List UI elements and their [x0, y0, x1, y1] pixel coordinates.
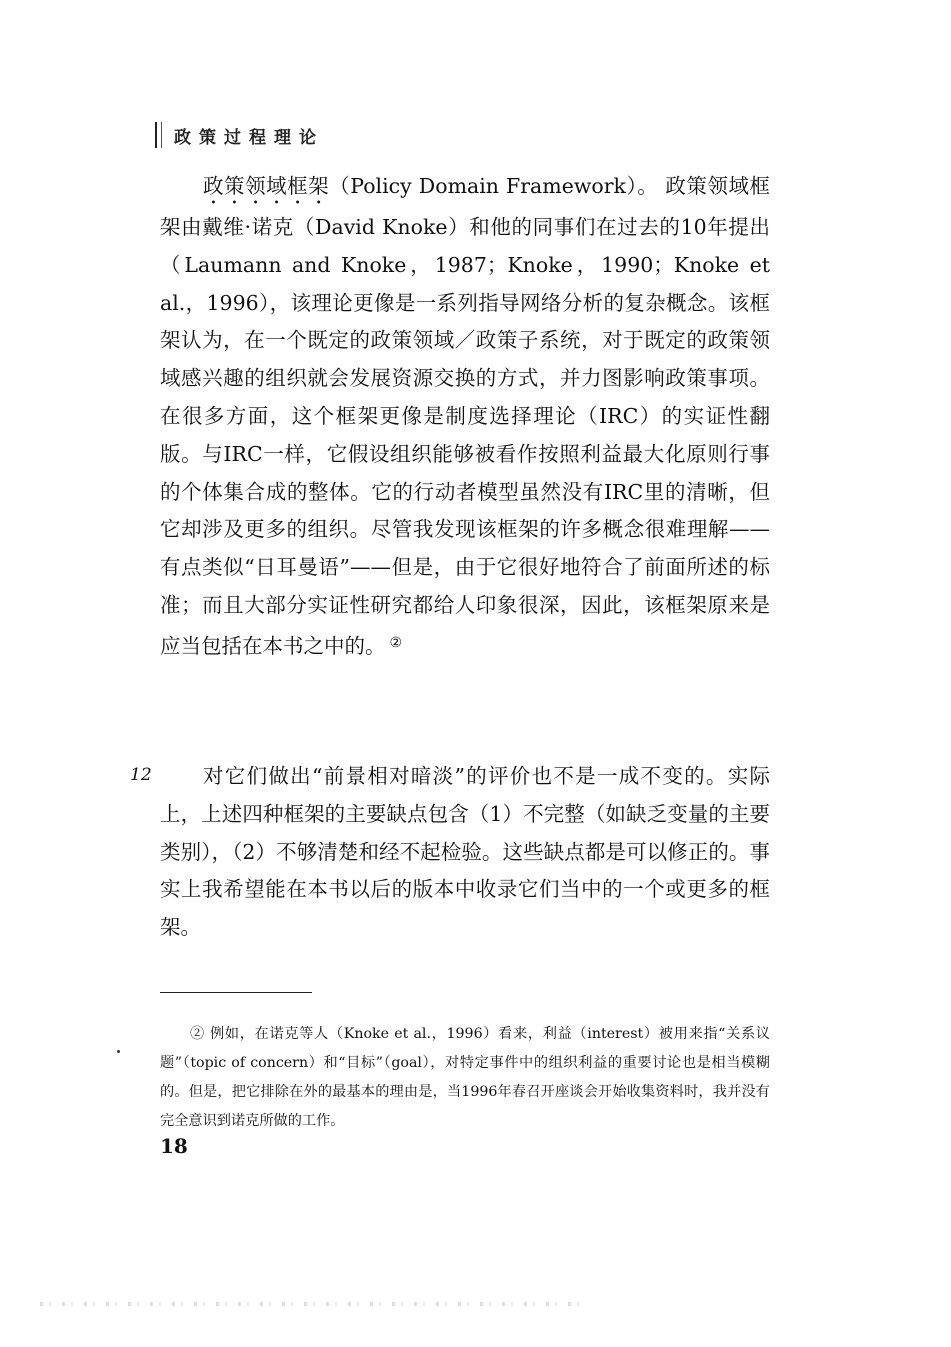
header-ornament — [155, 122, 162, 148]
margin-page-number: 12 — [130, 765, 152, 785]
paragraph-2-text: 对它们做出“前景相对暗淡”的评价也不是一成不变的。实际上，上述四种框架的主要缺点包含（1）不完整（如缺乏变量的主要类别），（2）不够清楚和经不起检验。这些缺点都是可以修正的。事实上我希望能在本书以后的版本中收录它们当中的一个或更多的框架。 — [160, 764, 770, 940]
running-header-title: 政策过程理论 — [174, 127, 324, 148]
page-number: 18 — [160, 1134, 188, 1158]
scan-artifact — [40, 1302, 580, 1306]
scan-speck — [117, 1050, 120, 1053]
paragraph-1-text: （Policy Domain Framework）。 政策领域框架由戴维·诺克（David Knoke）和他的同事们在过去的10年提出（Laumann and Knoke，1987；Knoke，1990；Knoke et al.，1996），该理论更像是一系列指导网络分析的复杂概念。该框架认为，在一个既定的政策领域／政策子系统，对于既定的政策领域感兴趣的组织就会发展资源交换的方式，并力图影响政策事项。在很多方面，这个框架更像是制度选择理论（IRC）的实证性翻版。与IRC一样，它假设组织能够被看作按照利益最大化原则行事的个体集合成的整体。它的行动者模型虽然没有IRC里的清晰，但它却涉及更多的组织。尽管我发现该框架的许多概念很难理解——有点类似“日耳曼语”——但是，由于它很好地符合了前面所述的标准；而且大部分实证性研究都给人印象很深，因此，该框架原来是应当包括在本书之中的。 — [160, 174, 771, 658]
running-header — [155, 122, 324, 148]
body-paragraph-1 — [160, 168, 770, 666]
emphasized-term: 政策领域框架 — [203, 174, 330, 198]
body-paragraph-2 — [160, 758, 770, 947]
footnote: ② 例如，在诺克等人（Knoke et al.，1996）看来，利益（interest）被用来指“关系议题”（topic of concern）和“目标”（goal），对特定事件中的组织利益的重要讨论也是相当模糊的。但是，把它排除在外的最基本的理由是，当1996年春召开座谈会开始收集资料时，我并没有完全意识到诺克所做的工作。 — [160, 1026, 770, 1129]
footnote-separator — [160, 992, 312, 993]
footnote-reference: ② — [389, 634, 403, 651]
